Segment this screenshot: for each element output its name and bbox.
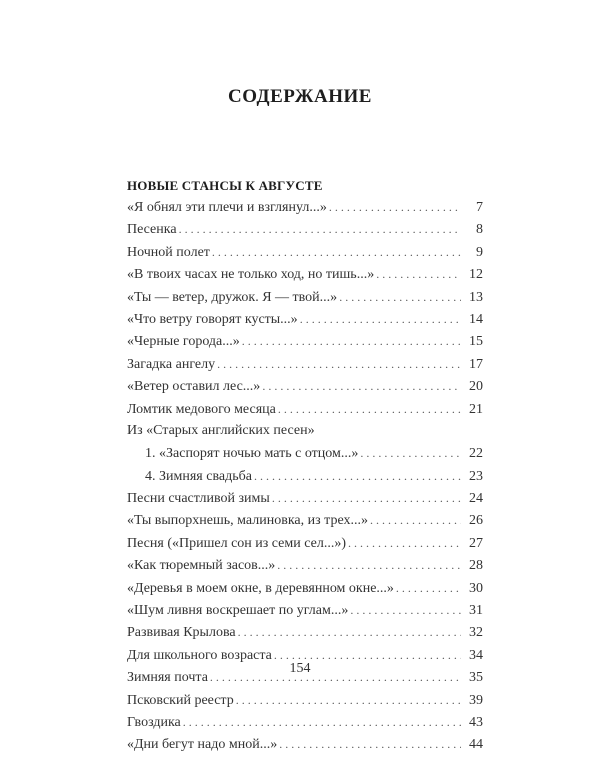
toc-entry bbox=[127, 330, 483, 352]
entry-title: Песенка bbox=[127, 222, 177, 238]
toc-entry bbox=[127, 577, 483, 599]
entry-title: Гвоздика bbox=[127, 714, 181, 730]
dot-leader bbox=[242, 330, 461, 352]
dot-leader bbox=[278, 398, 461, 420]
dot-leader bbox=[279, 733, 461, 755]
entry-page-number: 44 bbox=[469, 737, 483, 753]
entry-page-number: 22 bbox=[469, 446, 483, 462]
entry-title: «Ты выпорхнешь, малиновка, из трех...» bbox=[127, 513, 368, 529]
entry-page-number: 34 bbox=[469, 647, 483, 663]
entry-page-number: 35 bbox=[469, 670, 483, 686]
entry-title: «Черные города...» bbox=[127, 334, 240, 350]
toc-entry bbox=[127, 218, 483, 240]
entry-page-number: 21 bbox=[469, 401, 483, 417]
entry-page-number: 7 bbox=[476, 200, 483, 215]
toc-entry bbox=[127, 442, 483, 464]
entry-title: «Деревья в моем окне, в деревянном окне...» bbox=[127, 580, 394, 596]
dot-leader bbox=[217, 353, 461, 375]
dot-leader bbox=[350, 599, 461, 621]
entry-page-number: 12 bbox=[469, 267, 483, 283]
dot-leader bbox=[370, 509, 461, 531]
dot-leader bbox=[183, 711, 461, 733]
toc-entry bbox=[127, 689, 483, 711]
entry-page-number: 20 bbox=[469, 379, 483, 395]
entry-page-number: 8 bbox=[476, 222, 483, 238]
entry-page-number: 9 bbox=[476, 244, 483, 260]
page-number-footer: 154 bbox=[289, 661, 311, 676]
entry-title: «Как тюремный засов...» bbox=[127, 558, 276, 574]
dot-leader bbox=[360, 442, 461, 464]
dot-leader bbox=[376, 263, 461, 285]
entry-title: Развивая Крылова bbox=[127, 625, 236, 641]
dot-leader bbox=[236, 689, 461, 711]
entry-title: 1. «Заспорят ночью мать с отцом...» bbox=[145, 446, 359, 462]
toc-entry bbox=[127, 353, 483, 375]
entry-page-number: 13 bbox=[469, 289, 483, 305]
toc-entry bbox=[127, 465, 483, 487]
entry-title: Псковский реестр bbox=[127, 692, 234, 708]
entry-page-number: 27 bbox=[469, 535, 483, 551]
entry-page-number: 28 bbox=[469, 558, 483, 574]
dot-leader bbox=[179, 218, 461, 240]
page-title: СОДЕРЖАНИЕ bbox=[228, 86, 372, 107]
entry-title: «Что ветру говорят кусты...» bbox=[127, 311, 298, 327]
toc-entry bbox=[127, 621, 483, 643]
entry-title: Песни счастливой зимы bbox=[127, 491, 270, 507]
entry-title: «Шум ливня воскрешает по углам...» bbox=[127, 603, 349, 619]
toc-entry bbox=[127, 241, 483, 263]
toc-entry bbox=[127, 599, 483, 621]
entry-title: «В твоих часах не только ход, но тишь...» bbox=[127, 267, 375, 283]
toc-entry bbox=[127, 398, 483, 420]
entry-page-number: 43 bbox=[469, 714, 483, 730]
entry-page-number: 23 bbox=[469, 468, 483, 484]
entry-page-number: 17 bbox=[469, 356, 483, 372]
entry-title: Зимняя почта bbox=[127, 670, 208, 686]
toc-entry bbox=[127, 509, 483, 531]
toc-entry bbox=[127, 554, 483, 576]
entry-title: Загадка ангелу bbox=[127, 356, 216, 372]
toc-entry bbox=[127, 286, 483, 308]
entry-title: Для школьного возраста bbox=[127, 647, 272, 663]
entry-page-number: 14 bbox=[469, 311, 483, 327]
section-heading: НОВЫЕ СТАНСЫ К АВГУСТЕ bbox=[127, 178, 323, 193]
toc-group-heading bbox=[127, 420, 483, 442]
entry-title: Ночной полет bbox=[127, 244, 210, 260]
toc-entry bbox=[127, 487, 483, 509]
dot-leader bbox=[238, 621, 461, 643]
toc-entry bbox=[127, 733, 483, 755]
entry-title: Ломтик медового месяца bbox=[127, 401, 276, 417]
entry-page-number: 15 bbox=[469, 334, 483, 350]
dot-leader bbox=[254, 465, 461, 487]
entry-title: Из «Старых английских песен» bbox=[127, 422, 315, 438]
dot-leader bbox=[262, 375, 461, 397]
entry-page-number: 30 bbox=[469, 580, 483, 596]
toc-entry bbox=[127, 308, 483, 330]
toc-entry bbox=[127, 532, 483, 554]
toc-entry bbox=[127, 263, 483, 285]
dot-leader bbox=[339, 286, 461, 308]
entry-title: Песня («Пришел сон из семи сел...») bbox=[127, 535, 346, 551]
entry-page-number: 32 bbox=[469, 625, 483, 641]
entry-page-number: 39 bbox=[469, 692, 483, 708]
dot-leader bbox=[300, 308, 461, 330]
dot-leader bbox=[272, 487, 461, 509]
entry-title: «Ветер оставил лес...» bbox=[127, 379, 261, 395]
entry-page-number: 26 bbox=[469, 513, 483, 529]
toc-entry bbox=[127, 375, 483, 397]
dot-leader bbox=[329, 196, 461, 218]
entry-page-number: 24 bbox=[469, 491, 483, 507]
toc-entry bbox=[127, 196, 483, 218]
entry-title: «Ты — ветер, дружок. Я — твой...» bbox=[127, 289, 338, 305]
dot-leader bbox=[348, 532, 461, 554]
dot-leader bbox=[212, 241, 461, 263]
entry-title: «Дни бегут надо мной...» bbox=[127, 737, 278, 753]
entry-title: 4. Зимняя свадьба bbox=[145, 468, 252, 484]
entry-page-number: 31 bbox=[469, 603, 483, 619]
dot-leader bbox=[396, 577, 461, 599]
entry-title: «Я обнял эти плечи и взглянул...» bbox=[127, 200, 327, 215]
toc-entry bbox=[127, 711, 483, 733]
dot-leader bbox=[277, 554, 461, 576]
